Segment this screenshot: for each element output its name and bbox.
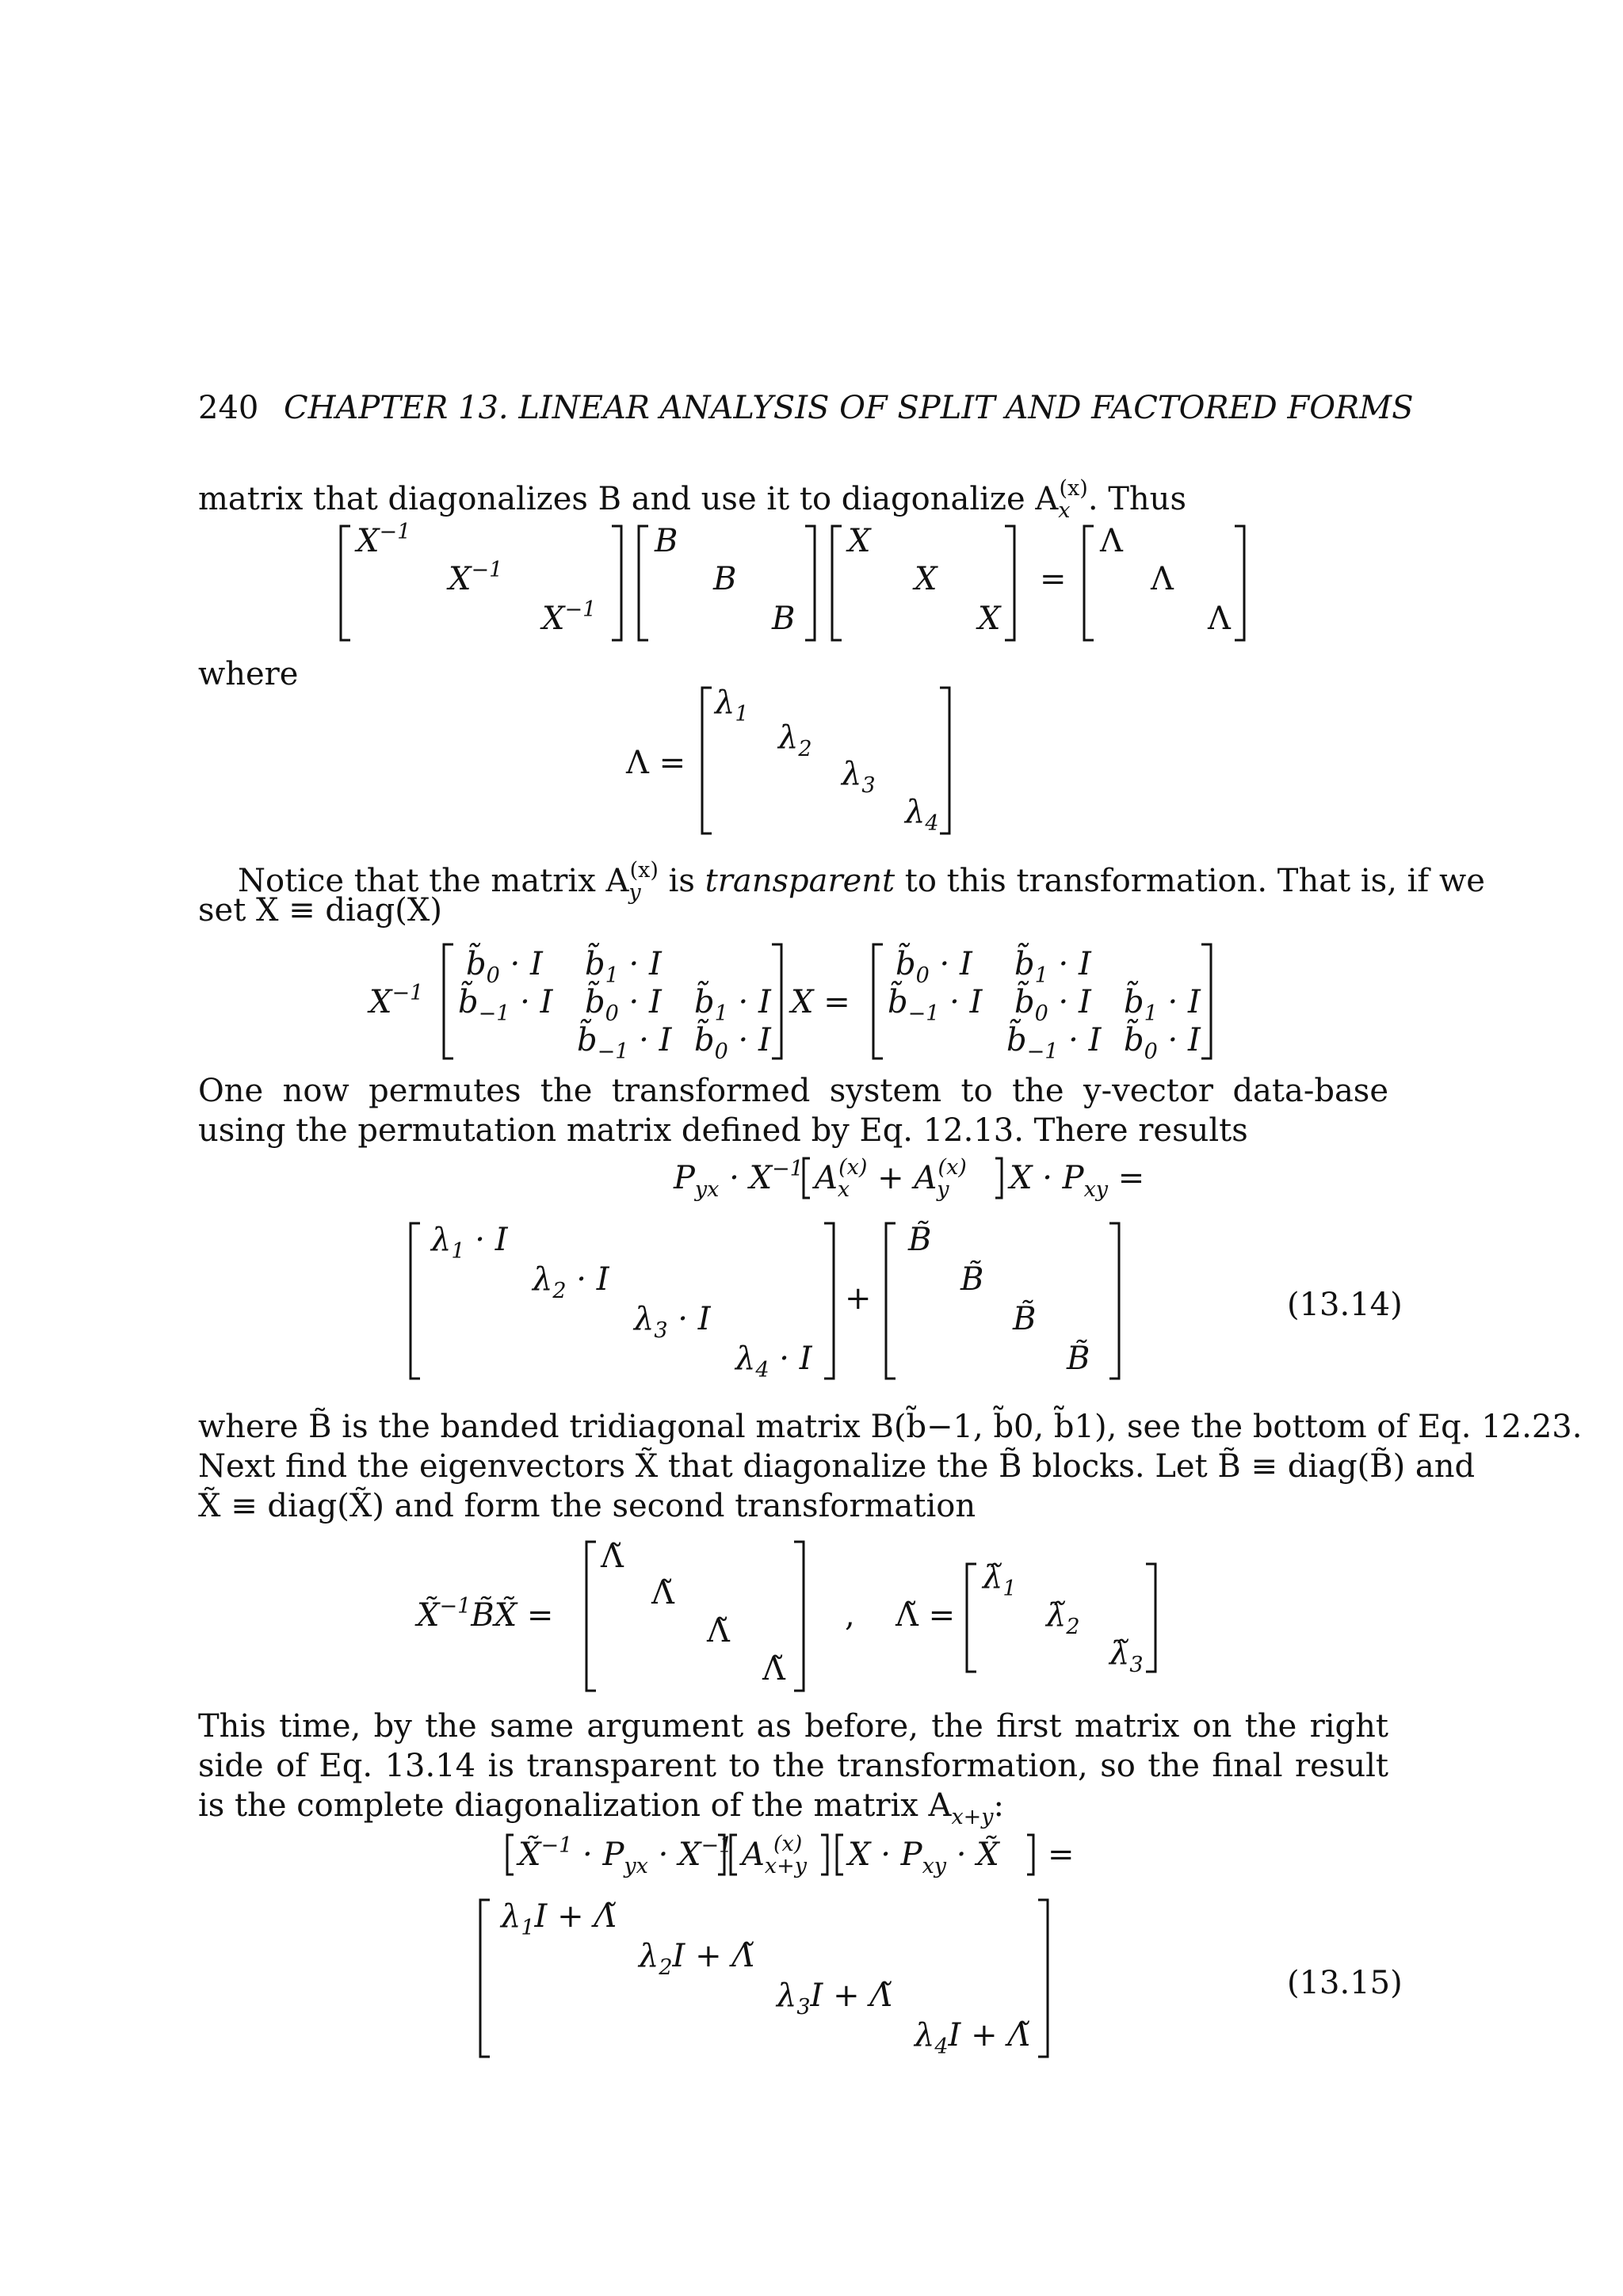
svg-text:Λ: Λ <box>1208 601 1231 637</box>
svg-text:B̃: B̃ <box>1067 1341 1090 1377</box>
sub-y: y <box>628 880 641 905</box>
svg-text:λ̃1: $\lambdã_1$ <box>983 1559 1017 1601</box>
transparent-emphasis: transparent <box>705 863 896 899</box>
svg-text:b̃−1 · I: $b̃_{-1} \cdot I$ <box>888 984 983 1026</box>
svg-text:X: X <box>978 601 1001 637</box>
svg-text:B: B <box>772 601 796 637</box>
svg-text:B̃: B̃ <box>908 1222 932 1258</box>
svg-text:+: + <box>845 1280 872 1317</box>
paragraph-2-text-c: to this transformation. That is, if we <box>895 863 1485 899</box>
svg-text:b̃−1 · I: $b̃_{-1} \cdot I$ <box>1006 1022 1102 1064</box>
svg-text:λ3: $\lambda_3$ <box>842 756 876 798</box>
svg-text:X̃−1B̃X̃ =: X̃$^{-1}$B̃X̃ = <box>417 1594 554 1634</box>
svg-text:λ1 · I: $\lambda_1 \cdot I$ <box>431 1222 508 1264</box>
equation-number-13-14: (13.14) <box>1287 1287 1403 1323</box>
paragraph-3: One now permutes the transformed system to the y-vector data-base using the permutation matrix defined by Eq. 12.13. There results <box>198 1073 1388 1149</box>
svg-text:Λ: Λ <box>1100 523 1123 559</box>
svg-text:b̃0 · I: $b̃_0 \cdot I$ <box>896 946 972 988</box>
svg-text:Ax+y(x): $A_{x+y}(x)$ <box>742 1832 807 1878</box>
svg-text:B̃: B̃ <box>1013 1301 1037 1337</box>
svg-text:B: B <box>713 561 737 597</box>
svg-text:Λ̃ =: Λ̃ = <box>896 1597 956 1634</box>
svg-text:λ̃2: $\lambdã_2$ <box>1046 1597 1080 1639</box>
svg-text:X · Pxy · X̃: $X \cdot P_{xy}$ · X̃ <box>848 1836 999 1878</box>
svg-text:X =: X = <box>791 984 850 1020</box>
svg-text:Λ̃: Λ̃ <box>762 1651 785 1688</box>
sub-symbol: x <box>1058 498 1071 523</box>
superscript-x-2: (x) <box>629 858 659 883</box>
svg-text:X−1: $X^{-1}$ <box>449 558 503 597</box>
svg-text:X−1: $X^{-1}$ <box>542 597 597 637</box>
svg-text:,: , <box>845 1597 855 1634</box>
sub-x-plus-y: x+y <box>951 1805 994 1829</box>
svg-text:=: = <box>1040 561 1067 597</box>
svg-text:Ax(x) + Ay(x): $A_x(x) + A_y(x)$ <box>815 1155 967 1202</box>
svg-text:λ4I + Λ̃: $\lambda_4I$ + Λ̃ <box>915 2017 1031 2059</box>
svg-text:b̃1 · I: $b̃_1 \cdot I$ <box>585 946 662 988</box>
paragraph-4-line-1: where B̃ is the banded tridiagonal matrix B(b̃−1, b̃0, b̃1), see the bottom of Eq. 12.23. <box>198 1409 1583 1445</box>
svg-text:λ3I + Λ̃: $\lambda_3I$ + Λ̃ <box>777 1978 893 2019</box>
where-label-1: where <box>198 656 299 692</box>
svg-text:b̃1 · I: $b̃_1 \cdot I$ <box>1124 984 1201 1026</box>
svg-text:X−1: $X^{-1}$ <box>357 520 411 559</box>
svg-text:λ4: $\lambda_4$ <box>905 794 939 836</box>
svg-text:λ1: $\lambda_1$ <box>715 685 749 727</box>
paragraph-5-text: This time, by the same argument as before, the first matrix on the right side of Eq. 13.14 is transparent to the transformation, so the final result is the complete diagonalization of the matrix A <box>198 1708 1388 1824</box>
svg-text:λ2I + Λ̃: $\lambda_2I$ + Λ̃ <box>639 1938 755 1980</box>
svg-text:λ3 · I: $\lambda_3 \cdot I$ <box>634 1301 711 1343</box>
paragraph-5-end: : <box>993 1787 1005 1824</box>
paragraph-4-line-3: X̃ ≡ diag(X̃) and form the second transformation <box>198 1488 976 1524</box>
svg-text:Λ =: Λ = <box>626 745 686 781</box>
paragraph-1-text: matrix that diagonalizes B and use it to diagonalize A <box>198 481 1059 517</box>
page-number: 240 <box>198 390 259 426</box>
svg-text:X̃−1 · Pyx · X−1: X̃$^{-1}$ · $P_{yx} \cdot X^{-1}$ <box>518 1833 733 1878</box>
svg-text:λ2 · I: $\lambda_2 \cdot I$ <box>533 1261 609 1303</box>
svg-text:b̃0 · I: $b̃_0 \cdot I$ <box>694 1022 771 1064</box>
chapter-title: CHAPTER 13. LINEAR ANALYSIS OF SPLIT AND FACTORED FORMS <box>284 390 1414 426</box>
svg-text:Λ̃: Λ̃ <box>651 1575 674 1611</box>
svg-text:b̃−1 · I: $b̃_{-1} \cdot I$ <box>577 1022 672 1064</box>
svg-text:Λ̃: Λ̃ <box>601 1539 624 1575</box>
svg-text:Λ̃: Λ̃ <box>707 1613 730 1650</box>
svg-text:B̃: B̃ <box>960 1261 984 1298</box>
thus-text: . Thus <box>1087 481 1186 517</box>
svg-text:=: = <box>1048 1836 1075 1873</box>
svg-text:X−1: $X^{-1}$ <box>369 981 424 1020</box>
svg-text:X · Pxy =: $X \cdot P_{xy}$ = <box>1010 1160 1145 1202</box>
paragraph-2-line-2: set X ≡ diag(X) <box>198 892 442 929</box>
svg-text:λ2: $\lambda_2$ <box>778 719 812 761</box>
svg-text:X: X <box>848 523 871 559</box>
svg-text:b̃1 · I: $b̃_1 \cdot I$ <box>1014 946 1091 988</box>
svg-text:Λ: Λ <box>1151 561 1174 597</box>
svg-text:λ4 · I: $\lambda_4 \cdot I$ <box>735 1341 812 1383</box>
svg-text:b̃1 · I: $b̃_1 \cdot I$ <box>694 984 771 1026</box>
svg-text:λ1I + Λ̃: $\lambda_1I$ + Λ̃ <box>501 1898 617 1940</box>
paragraph-4-line-2: Next find the eigenvectors X̃ that diagonalize the B̃ blocks. Let B̃ ≡ diag(B̃) and <box>198 1448 1476 1485</box>
svg-text:b̃−1 · I: $b̃_{-1} \cdot I$ <box>458 984 553 1026</box>
superscript-x: (x) <box>1059 476 1088 501</box>
svg-text:b̃0 · I: $b̃_0 \cdot I$ <box>585 984 662 1026</box>
svg-text:B: B <box>655 523 678 559</box>
svg-text:b̃0 · I: $b̃_0 \cdot I$ <box>466 946 543 988</box>
paragraph-2-text-b: is <box>658 863 705 899</box>
svg-text:λ̃3: $\lambdã_3$ <box>1109 1635 1144 1677</box>
paragraph-2-text-a: Notice that the matrix A <box>238 863 629 899</box>
svg-text:Pyx · X−1: $P_{yx} \cdot X^{-1}$ <box>674 1157 804 1202</box>
svg-text:b̃0 · I: $b̃_0 \cdot I$ <box>1014 984 1091 1026</box>
equation-number-13-15: (13.15) <box>1287 1965 1403 2001</box>
svg-text:X: X <box>915 561 938 597</box>
svg-text:b̃0 · I: $b̃_0 \cdot I$ <box>1124 1022 1201 1064</box>
